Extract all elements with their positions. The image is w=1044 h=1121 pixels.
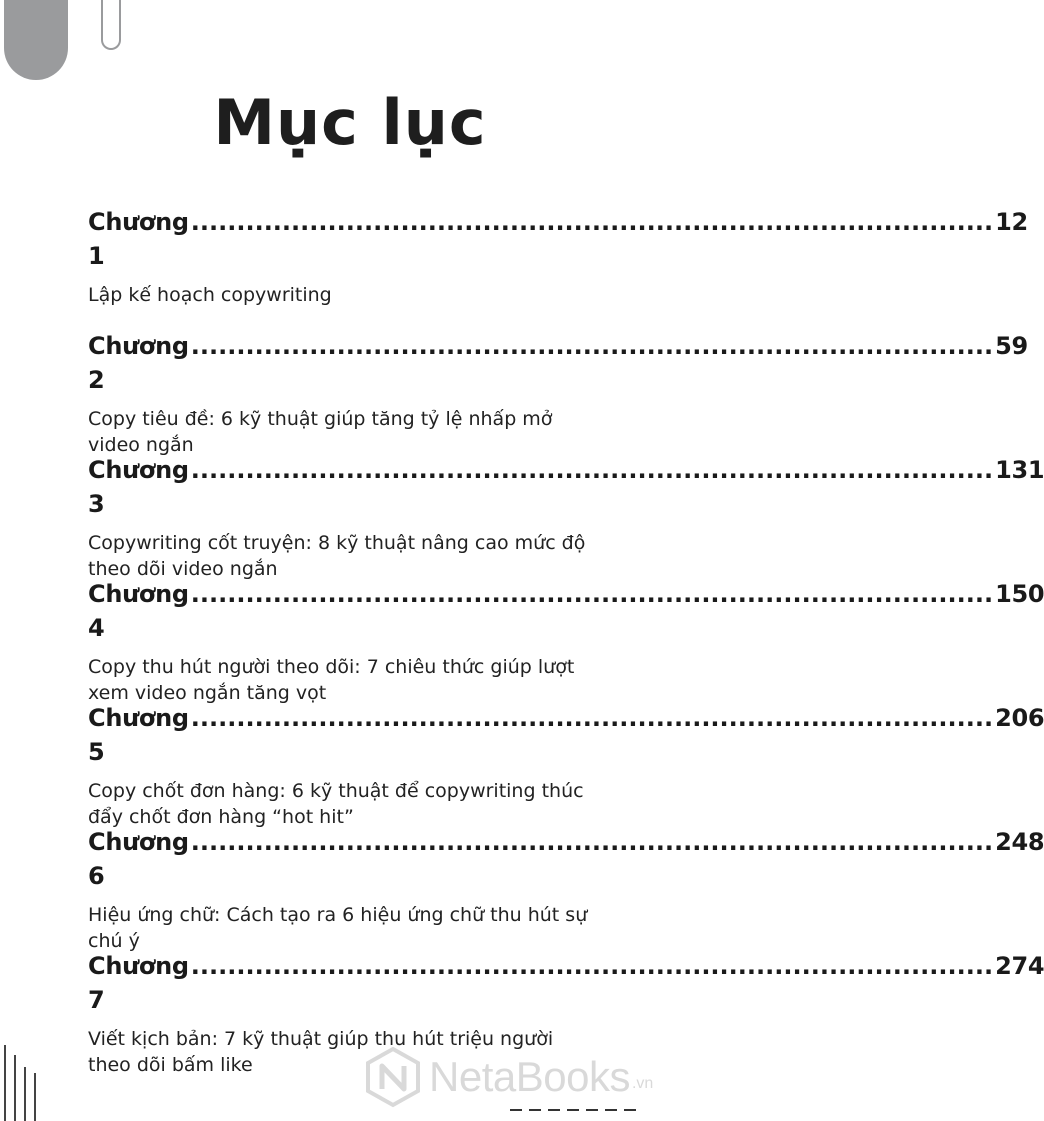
watermark-brand: NetaBooks [429, 1053, 630, 1100]
chapter-page-number: 59 [995, 332, 1028, 360]
dot-leader: ........................................................................................ [190, 580, 994, 608]
table-of-contents [88, 205, 1044, 1076]
chapter-page-number: 206 [995, 704, 1044, 732]
chapter-label: Chương 4 [88, 580, 189, 642]
chapter-description: Copywriting cốt truyện: 8 kỹ thuật nâng cao mức độ theo dõi video ngắn [88, 532, 586, 580]
chapter-description: Lập kế hoạch copywriting [88, 284, 332, 306]
toc-entry[interactable] [88, 577, 1044, 704]
chapter-label: Chương 2 [88, 332, 189, 394]
chapter-label: Chương 7 [88, 952, 189, 1014]
toc-entry-heading [88, 329, 1028, 397]
chapter-description: Copy tiêu đề: 6 kỹ thuật giúp tăng tỷ lệ nhấp mở video ngắn [88, 408, 553, 456]
dot-leader: ........................................................................................ [190, 456, 994, 484]
netabooks-logo-icon [365, 1047, 421, 1107]
watermark-suffix: .vn [631, 1075, 654, 1092]
decorative-dashes [510, 1109, 636, 1111]
chapter-description: Copy thu hút người theo dõi: 7 chiêu thức giúp lượt xem video ngắn tăng vọt [88, 656, 575, 704]
toc-entry-heading [88, 577, 1044, 645]
chapter-description: Hiệu ứng chữ: Cách tạo ra 6 hiệu ứng chữ thu hút sự chú ý [88, 904, 588, 952]
chapter-page-number: 274 [995, 952, 1044, 980]
toc-entry-heading [88, 205, 1028, 273]
chapter-description: Copy chốt đơn hàng: 6 kỹ thuật để copywriting thúc đẩy chốt đơn hàng “hot hit” [88, 780, 584, 828]
dot-leader: ........................................................................................ [190, 704, 994, 732]
toc-entry[interactable] [88, 453, 1044, 580]
chapter-label: Chương 1 [88, 208, 189, 270]
dot-leader: ........................................................................................ [190, 828, 994, 856]
decorative-tab [4, 0, 68, 80]
toc-entry[interactable] [88, 825, 1044, 952]
dot-leader: ........................................................................................ [190, 208, 994, 236]
chapter-page-number: 248 [995, 828, 1044, 856]
chapter-label: Chương 3 [88, 456, 189, 518]
dot-leader: ........................................................................................ [190, 332, 994, 360]
toc-entry[interactable] [88, 329, 1028, 456]
chapter-page-number: 12 [995, 208, 1028, 236]
toc-entry-heading [88, 453, 1044, 521]
toc-entry[interactable] [88, 701, 1044, 828]
chapter-description: Viết kịch bản: 7 kỹ thuật giúp thu hút triệu người theo dõi bấm like [88, 1028, 554, 1076]
chapter-label: Chương 6 [88, 828, 189, 890]
dot-leader: ........................................................................................ [190, 952, 994, 980]
chapter-page-number: 131 [995, 456, 1044, 484]
decorative-tab-outline [101, 0, 121, 50]
toc-entry[interactable] [88, 205, 1028, 329]
chapter-page-number: 150 [995, 580, 1044, 608]
toc-entry-heading [88, 701, 1044, 769]
page-title: Mục lục [213, 86, 487, 159]
watermark [365, 1047, 653, 1107]
chapter-label: Chương 5 [88, 704, 189, 766]
toc-entry-heading [88, 825, 1044, 893]
toc-entry-heading [88, 949, 1044, 1017]
